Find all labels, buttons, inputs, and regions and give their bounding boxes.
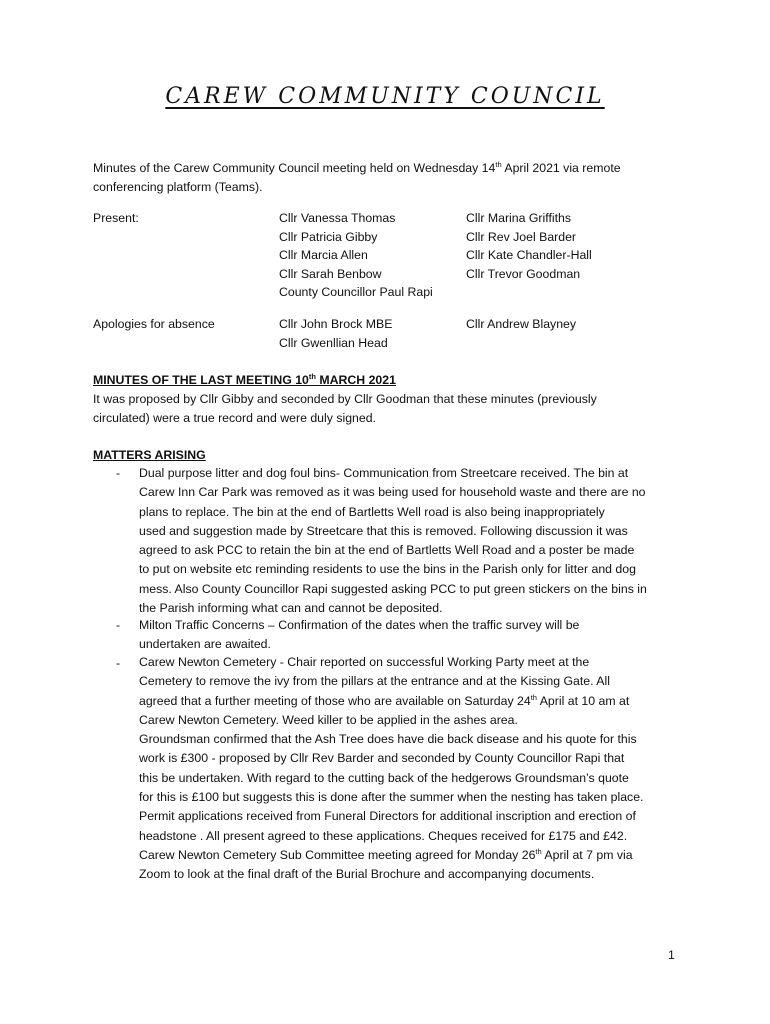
matters-arising-heading: MATTERS ARISING — [93, 448, 206, 462]
minutes-last-meeting-heading — [93, 371, 396, 390]
list-bullet: - — [116, 656, 121, 670]
item-text: April at 10 am at — [536, 693, 630, 708]
item-line: Carew Newton Cemetery - Chair reported on successful Working Party meet at the — [139, 655, 590, 669]
item-line: this be undertaken. With regard to the cutting back of the hedgerows Groundsman’s quote — [139, 770, 629, 785]
council-title: CAREW COMMUNITY COUNCIL — [165, 84, 605, 109]
attendee-name: Cllr Vanessa Thomas — [279, 211, 396, 225]
item-line: Carew Newton Cemetery. Weed killer to be applied in the ashes area. — [139, 712, 518, 727]
item-line: undertaken are awaited. — [139, 637, 271, 652]
item-line: to put on website etc reminding residents to use the bins in the Parish only for litter and dog — [139, 562, 636, 577]
ordinal-suffix: th — [535, 846, 542, 856]
item-line: the Parish informing what can and cannot be deposited. — [139, 601, 443, 616]
item-text: April at 7 pm via — [541, 847, 633, 862]
item-line: Cemetery to remove the ivy from the pillars at the entrance and at the Kissing Gate. All — [139, 674, 610, 689]
item-text: Carew Newton Cemetery Sub Committee meeting agreed for Monday 26 — [139, 847, 536, 862]
intro-text: April 2021 via remote — [501, 161, 621, 175]
attendee-name: Cllr Patricia Gibby — [279, 229, 378, 244]
attendee-name: Cllr Trevor Goodman — [466, 266, 581, 281]
present-column-a — [279, 209, 433, 302]
item-line: Milton Traffic Concerns – Confirmation of the dates when the traffic survey will be — [139, 618, 580, 632]
list-bullet: - — [116, 466, 121, 480]
item-line: mess. Also County Councillor Rapi suggested asking PCC to put green stickers on the bins in — [139, 581, 647, 596]
apology-name: Cllr John Brock MBE — [279, 317, 393, 331]
item-line: Carew Inn Car Park was removed as it was being used for household waste and there are no — [139, 485, 646, 500]
paragraph-line: It was proposed by Cllr Gibby and seconded by Cllr Goodman that these minutes (previously — [93, 392, 597, 406]
attendee-name: Cllr Rev Joel Barder — [466, 229, 577, 244]
attendee-name: Cllr Kate Chandler-Hall — [466, 248, 592, 263]
item-line: used and suggestion made by Streetcare that this is removed. Following discussion it was — [139, 523, 628, 538]
item-line: work is £300 - proposed by Cllr Rev Barder and seconded by County Councillor Rapi that — [139, 751, 625, 766]
intro-text: Minutes of the Carew Community Council meeting held on Wednesday 14 — [93, 161, 496, 175]
intro-text: conferencing platform (Teams). — [93, 179, 263, 194]
apologies-column-b — [466, 315, 576, 334]
item-line: headstone . All present agreed to these applications. Cheques received for £175 and £42. — [139, 828, 628, 843]
item-line: Groundsman confirmed that the Ash Tree does have die back disease and his quote for this — [139, 732, 637, 747]
paragraph-line: circulated) were a true record and were duly signed. — [93, 410, 376, 425]
attendee-name: Cllr Marcia Allen — [279, 248, 368, 263]
item-line: Dual purpose litter and dog foul bins- Communication from Streetcare received. The bin at — [139, 466, 629, 480]
item-line — [139, 692, 684, 711]
item-line: agreed to ask PCC to retain the bin at the end of Bartletts Well Road and a poster be made — [139, 543, 635, 558]
apologies-column-a — [279, 315, 392, 352]
item-line: for this is £100 but suggests this is done after the summer when the nesting has taken place. — [139, 790, 644, 805]
apologies-label: Apologies for absence — [93, 317, 215, 331]
list-item-traffic-concerns — [139, 616, 684, 655]
list-item-cemetery — [139, 653, 684, 885]
ordinal-suffix: th — [308, 371, 316, 381]
apology-name: Cllr Gwenllian Head — [279, 335, 388, 350]
heading-text: MARCH 2021 — [316, 373, 396, 387]
item-line: Zoom to look at the final draft of the Burial Brochure and accompanying documents. — [139, 867, 595, 882]
apology-name: Cllr Andrew Blayney — [466, 317, 577, 331]
minutes-last-meeting-text — [93, 390, 683, 427]
page-number: 1 — [668, 948, 675, 962]
ordinal-suffix: th — [530, 692, 537, 702]
ordinal-suffix: th — [495, 159, 502, 169]
list-bullet: - — [116, 618, 121, 632]
item-line: Permit applications received from Funeral Directors for additional inscription and erection of — [139, 809, 636, 824]
attendee-name: Cllr Sarah Benbow — [279, 266, 382, 281]
heading-text: MINUTES OF THE LAST MEETING 10 — [93, 373, 309, 387]
attendee-name: Cllr Marina Griffiths — [466, 211, 571, 225]
list-item-litter-bins — [139, 464, 684, 618]
present-column-b — [466, 209, 592, 283]
item-line — [139, 846, 684, 865]
present-label: Present: — [93, 211, 139, 225]
intro-paragraph — [93, 159, 693, 196]
item-text: agreed that a further meeting of those who are available on Saturday 24 — [139, 693, 531, 708]
item-line: plans to replace. The bin at the end of Bartletts Well road is also being inappropriately — [139, 504, 605, 519]
attendee-name: County Councillor Paul Rapi — [279, 285, 433, 300]
